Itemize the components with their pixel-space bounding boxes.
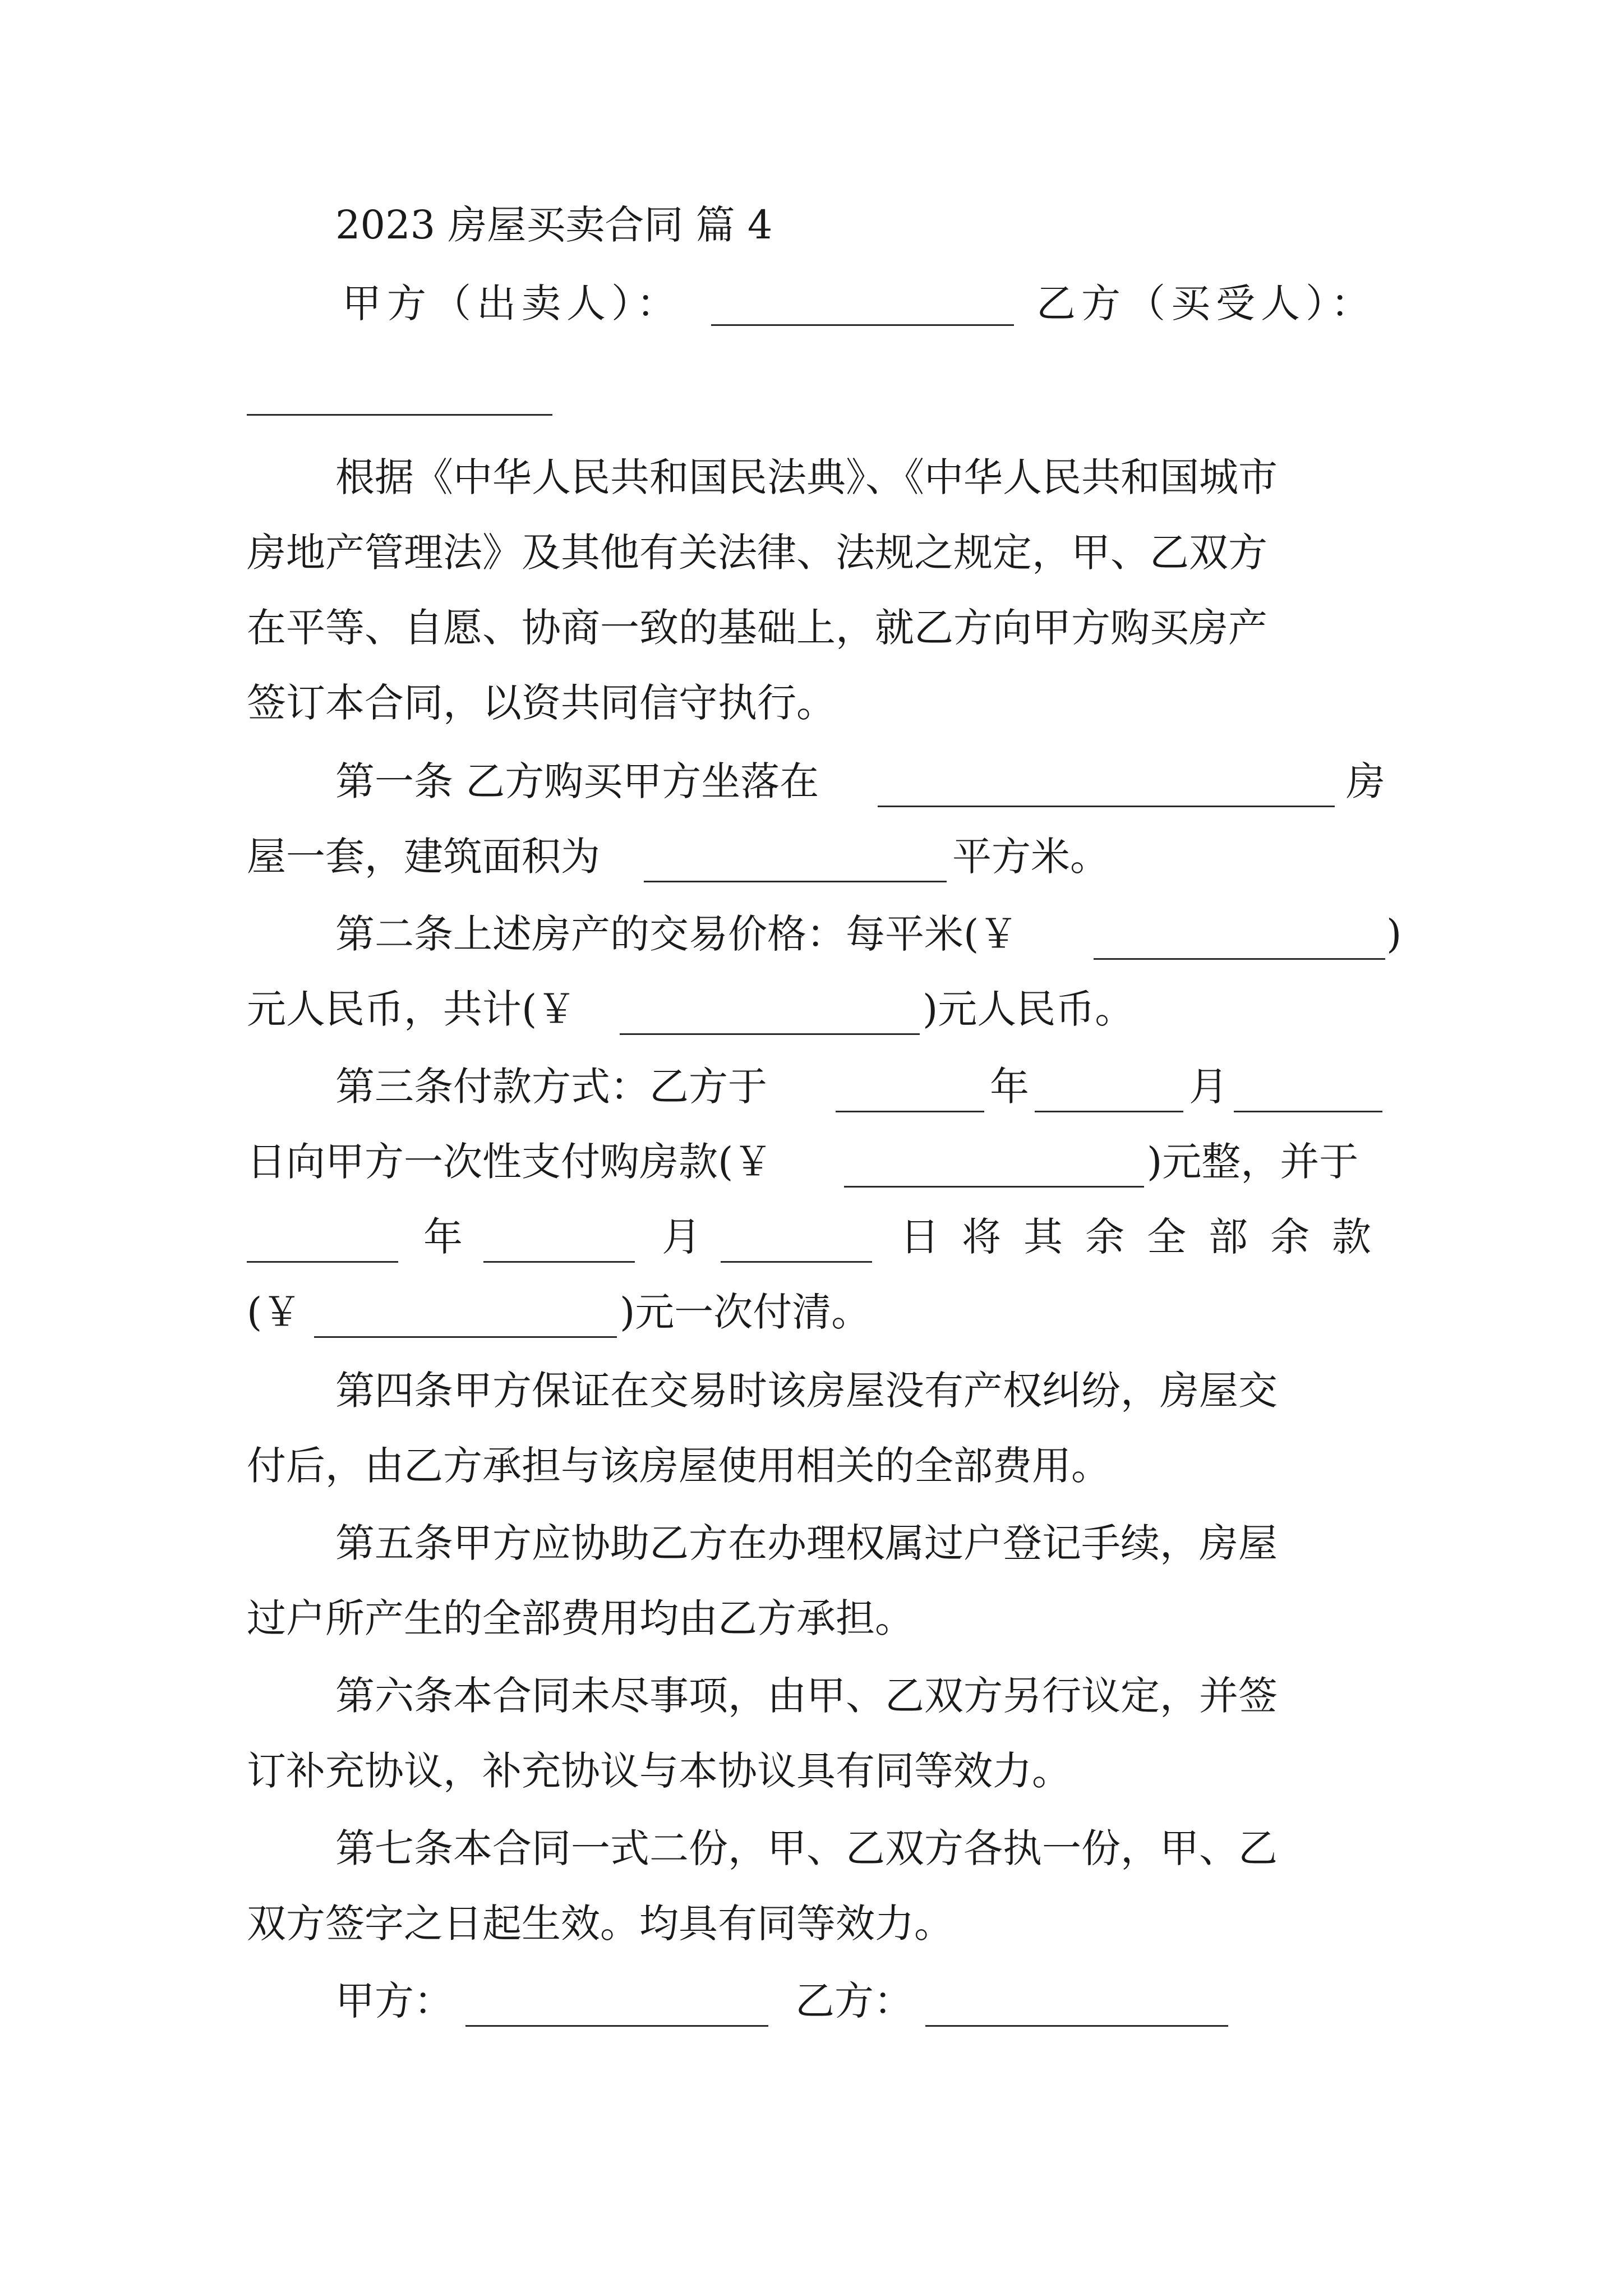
article7-line-1 — [0, 1818, 1623, 1879]
article6-line-1 — [0, 1665, 1623, 1727]
article5-text: 第五条甲方应协助乙方在办理权属过户登记手续，房屋 — [335, 1520, 1278, 1566]
preamble-text: 房地产管理法》及其他有关法律、法规之规定，甲、乙双方 — [247, 530, 1267, 576]
article7-line-2 — [0, 1893, 1623, 1954]
balance-year-blank — [247, 1261, 398, 1263]
location-blank — [878, 806, 1335, 807]
payment-amount-blank — [844, 1186, 1144, 1188]
article3-line-2 — [0, 1131, 1623, 1193]
preamble-text: 签订本合同，以资共同信守执行。 — [247, 680, 836, 726]
parties-line — [0, 273, 1623, 334]
preamble-line-4 — [0, 672, 1623, 734]
article3-text: 日向甲方一次性支付购房款(￥ — [247, 1139, 773, 1185]
party-b-label: 乙方（买受人）： — [1036, 280, 1376, 326]
article1-line-1 — [0, 751, 1623, 812]
month-label: 月 — [1189, 1064, 1228, 1110]
article4-line-1 — [0, 1360, 1623, 1421]
article1-text: 平方米。 — [952, 834, 1109, 880]
balance-amount-blank — [314, 1336, 617, 1338]
article7-text: 第七条本合同一式二份，甲、乙双方各执一份，甲、乙 — [335, 1825, 1278, 1871]
article6-line-2 — [0, 1740, 1623, 1802]
balance-month-blank — [483, 1261, 635, 1263]
party-a-blank — [711, 324, 1014, 326]
article3-text: )元一次付清。 — [620, 1289, 871, 1335]
document-title: 2023 房屋买卖合同 篇 4 — [335, 202, 773, 248]
year-label: 年 — [423, 1214, 463, 1260]
month-label: 月 — [662, 1214, 701, 1260]
article3-text: (￥ — [247, 1289, 302, 1335]
total-price-blank — [620, 1033, 920, 1035]
article1-text: 房 — [1346, 758, 1385, 804]
preamble-line-3 — [0, 597, 1623, 659]
article6-text: 第六条本合同未尽事项，由甲、乙双方另行议定，并签 — [335, 1673, 1278, 1719]
signature-line — [0, 1970, 1623, 2032]
area-blank — [644, 881, 947, 882]
article3-line-3 — [0, 1206, 1623, 1268]
article5-text: 过户所产生的全部费用均由乙方承担。 — [247, 1595, 914, 1641]
party-b-blank — [247, 414, 552, 416]
year-label: 年 — [990, 1064, 1029, 1110]
signature-party-a-label: 甲方： — [335, 1978, 453, 2024]
unit-price-blank — [1094, 958, 1385, 960]
article5-line-1 — [0, 1512, 1623, 1574]
article1-text: 屋一套，建筑面积为 — [247, 834, 600, 880]
article2-text: 元人民币，共计(￥ — [247, 986, 577, 1032]
party-b-blank-line — [0, 359, 1623, 421]
pay-day-blank — [1234, 1111, 1382, 1112]
signature-party-a-blank — [465, 2025, 768, 2027]
signature-party-b-label: 乙方： — [795, 1978, 913, 2024]
article3-text: 第三条付款方式：乙方于 — [335, 1064, 767, 1110]
article2-text: )元人民币。 — [923, 986, 1135, 1032]
article3-line-4 — [0, 1281, 1623, 1343]
preamble-text: 在平等、自愿、协商一致的基础上，就乙方向甲方购买房产 — [247, 605, 1267, 651]
article5-line-2 — [0, 1588, 1623, 1649]
signature-party-b-blank — [925, 2025, 1228, 2027]
article4-line-2 — [0, 1435, 1623, 1497]
article2-line-1 — [0, 903, 1623, 965]
pay-month-blank — [1035, 1111, 1183, 1112]
article7-text: 双方签字之日起生效。均具有同等效力。 — [247, 1901, 953, 1947]
article2-line-2 — [0, 978, 1623, 1040]
article3-line-1 — [0, 1056, 1623, 1117]
preamble-text: 根据《中华人民共和国民法典》、《中华人民共和国城市 — [335, 454, 1278, 500]
article6-text: 订补充协议，补充协议与本协议具有同等效力。 — [247, 1748, 1071, 1794]
pay-year-blank — [836, 1111, 984, 1112]
article3-text: 日将其余全部余款 — [900, 1214, 1394, 1260]
article2-text: 第二条上述房产的交易价格：每平米(￥ — [335, 911, 1018, 957]
article1-line-2 — [0, 826, 1623, 887]
balance-day-blank — [721, 1261, 872, 1263]
article4-text: 付后，由乙方承担与该房屋使用相关的全部费用。 — [247, 1443, 1110, 1489]
article1-text: 第一条 乙方购买甲方坐落在 — [335, 758, 819, 804]
article4-text: 第四条甲方保证在交易时该房屋没有产权纠纷，房屋交 — [335, 1368, 1278, 1414]
article3-text: )元整，并于 — [1147, 1139, 1359, 1185]
title-line — [0, 194, 1623, 256]
party-a-label: 甲方（出卖人）： — [342, 280, 681, 326]
preamble-line-2 — [0, 522, 1623, 583]
article2-text: ) — [1386, 911, 1402, 957]
preamble-line-1 — [0, 447, 1623, 508]
